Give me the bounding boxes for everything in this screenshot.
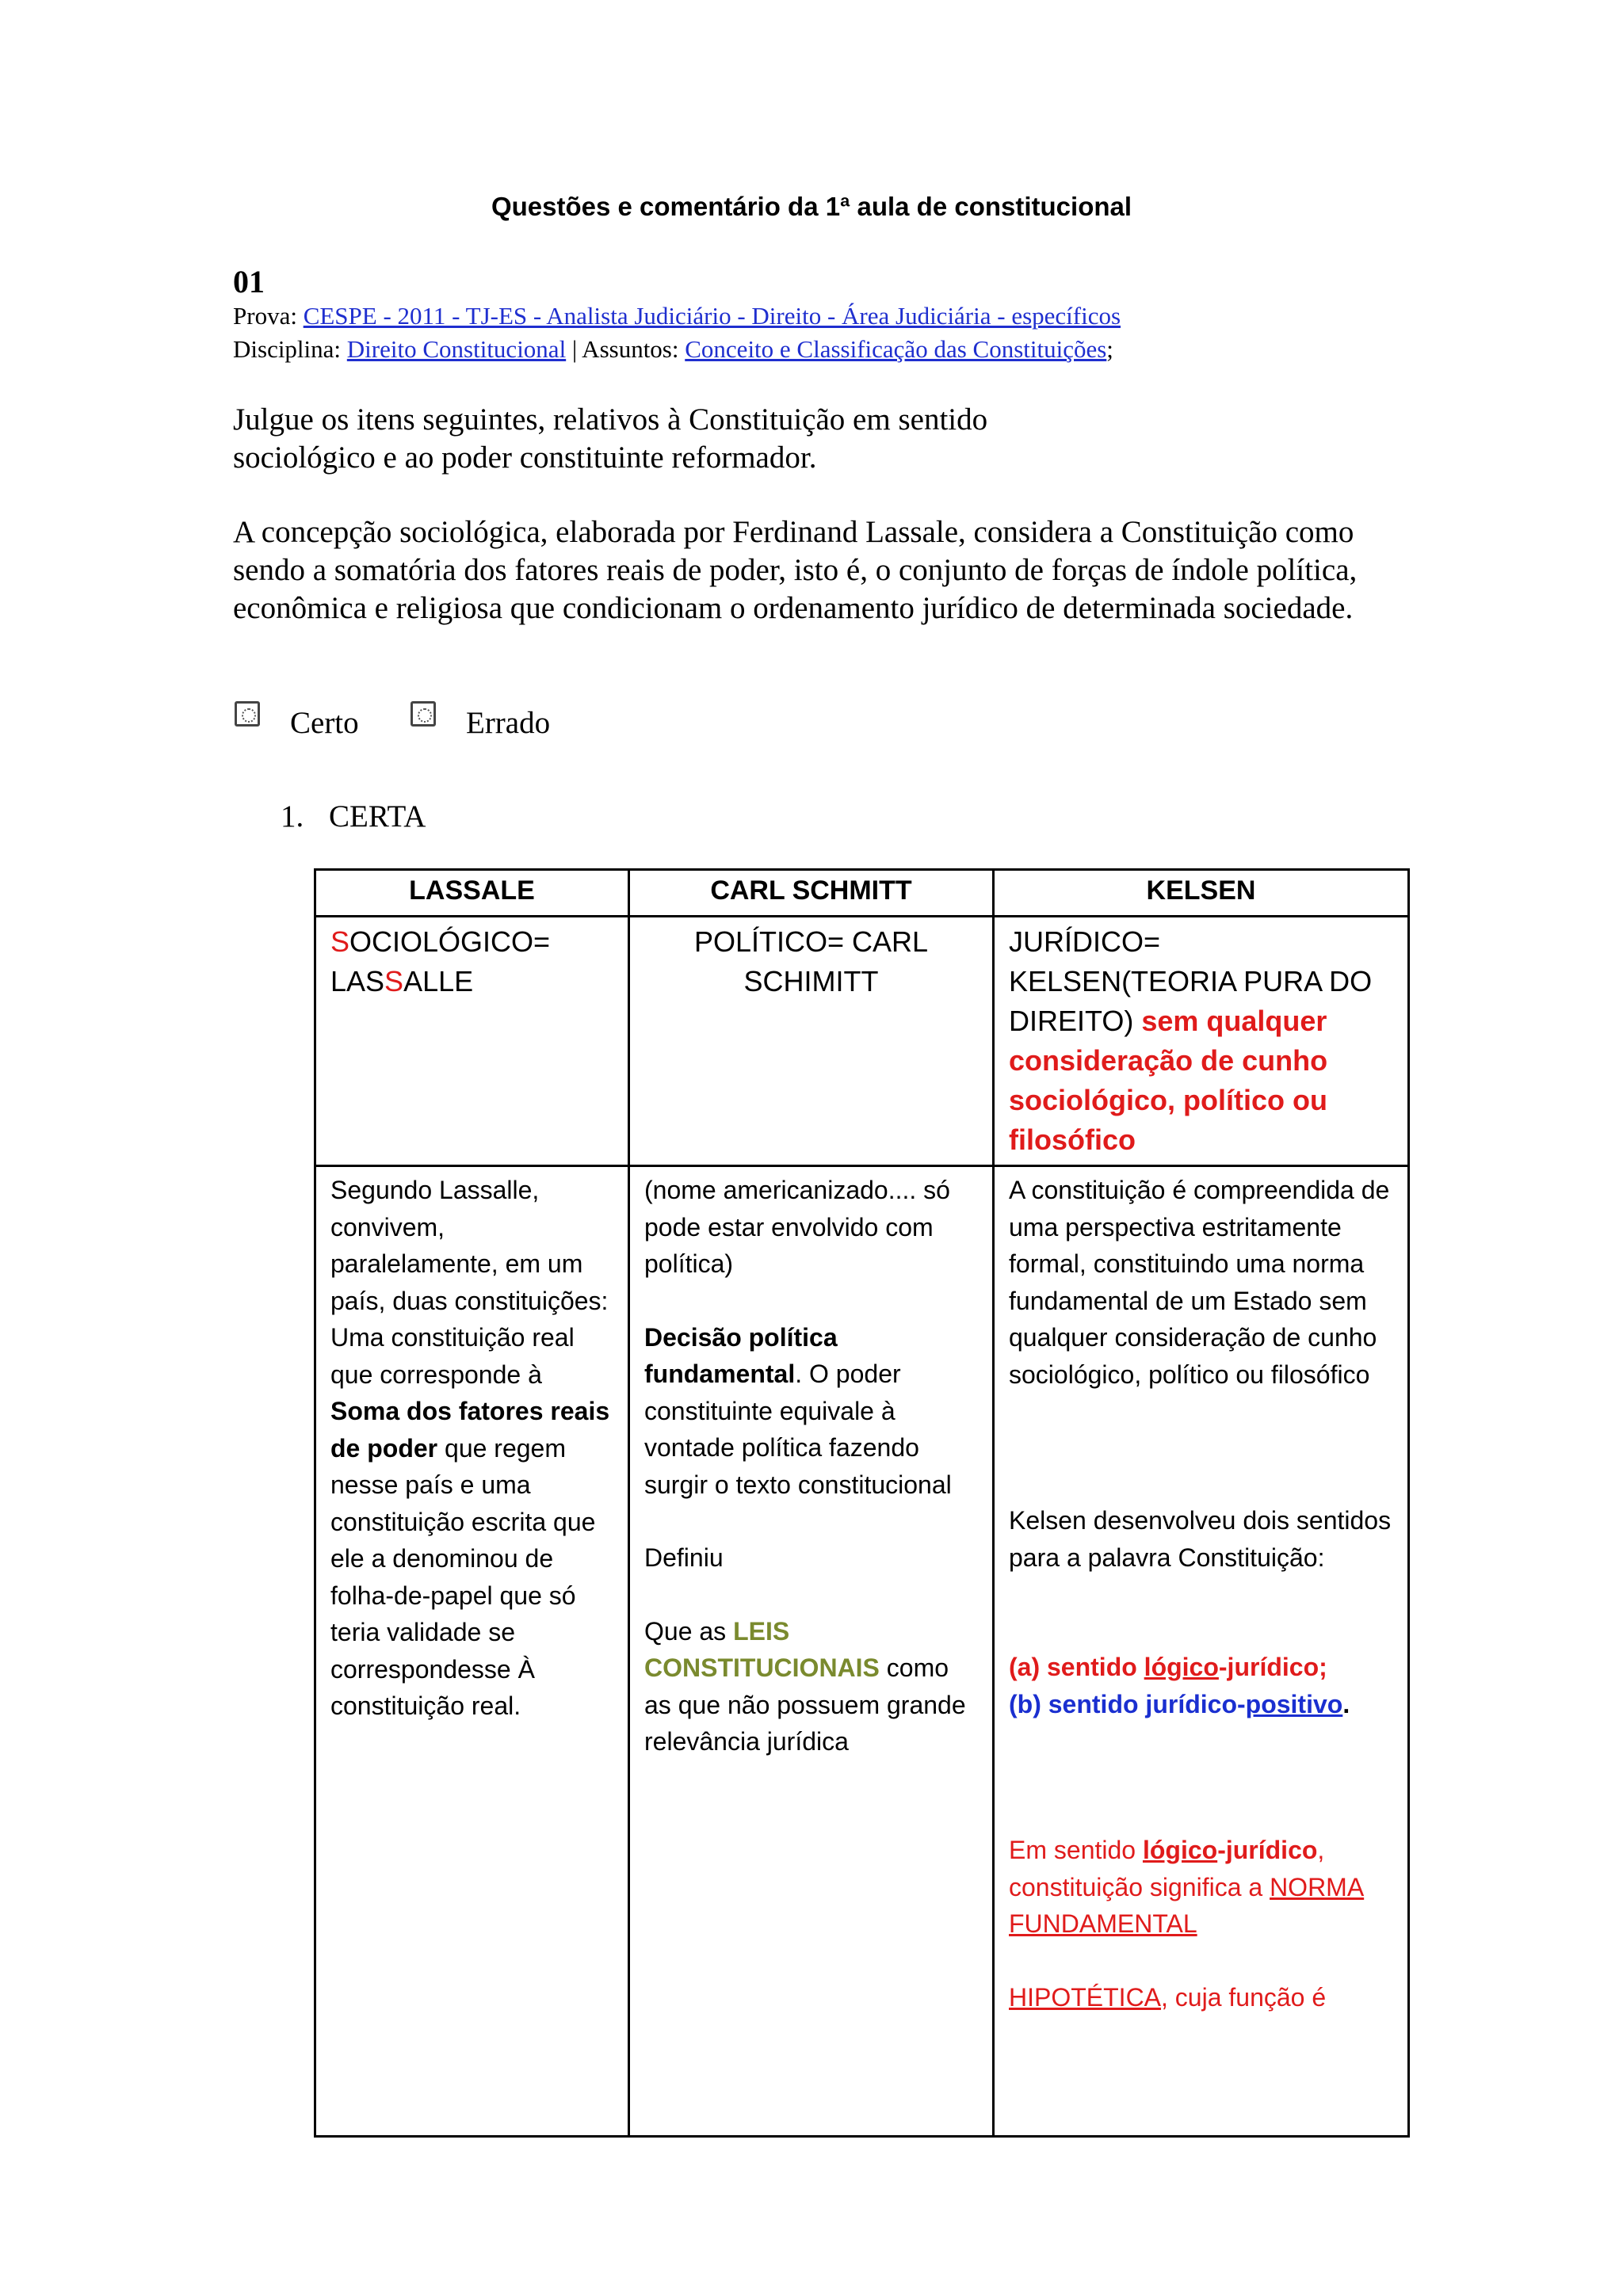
question-intro (233, 401, 1422, 477)
sociologico-mid: OCIOLÓGICO= LAS (330, 925, 551, 997)
cell-lassale-details (315, 1166, 629, 2137)
prova-label: Prova: (233, 302, 297, 330)
lassalle-highlight: S (384, 965, 404, 997)
disciplina-line (233, 333, 1113, 366)
kelsen-item-b-3: . (1342, 1689, 1350, 1718)
assuntos-label: | Assuntos: (566, 335, 685, 363)
radio-certo-icon[interactable] (235, 701, 260, 727)
sociologico-initial: S (330, 925, 350, 958)
intro-line-1: Julgue os itens seguintes, relativos à Constituição em sentido (233, 402, 988, 437)
assuntos-end: ; (1106, 335, 1113, 363)
kelsen-f-hipotetica: HIPOTÉTICA (1009, 1982, 1162, 2012)
sociologico-end: ALLE (403, 965, 474, 997)
schmitt-leis: LEIS CONSTITUCIONAIS (644, 1616, 880, 1682)
option-errado-label: Errado (466, 706, 551, 740)
comparison-table (314, 868, 1410, 2138)
schmitt-text-a: (nome americanizado.... só pode estar envolvido com política) (644, 1176, 950, 1278)
kelsen-text-a: A constituição é compreendida de uma perspectiva estritamente formal, constituindo uma norma fundamental de um Estado sem qualquer consideração de cunho sociológico, político ou filosófico (1009, 1176, 1390, 1389)
disciplina-link[interactable]: Direito Constitucional (346, 335, 567, 363)
schmitt-bold: Decisão política fundamental (644, 1322, 838, 1388)
juridico-text: JURÍDICO= KELSEN(TEORIA PURA DO DIREITO) (1009, 925, 1373, 1037)
page-title: Questões e comentário da 1ª aula de constitucional (491, 192, 1132, 221)
schmitt-text-g: como as que não possuem grande relevância jurídica (644, 1653, 966, 1756)
kelsen-e-1: Em sentido (1009, 1836, 1143, 1864)
schmitt-paragraph-b (644, 1319, 978, 1504)
schmitt-paragraph-e (644, 1613, 978, 1760)
kelsen-e-norma: NORMA FUNDAMENTAL (1009, 1872, 1365, 1938)
kelsen-e-logico: lógico (1142, 1836, 1218, 1864)
header-lassale: LASSALE (315, 870, 629, 917)
disciplina-label: Disciplina: (233, 335, 342, 363)
question-statement: A concepção sociológica, elaborada por Ferdinand Lassale, considera a Constituição como sendo a somatória dos fatores reais de poder, isto é, o conjunto de forças de índole política, econômica e religiosa que condicionam o ordenamento jurídico de determinada sociedade. (233, 515, 1358, 625)
lassale-bold: Soma dos fatores reais de poder (330, 1397, 610, 1463)
juridico-note: sem qualquer consideração de cunho sociológico, político ou filosófico (1009, 1005, 1328, 1156)
table-row-concepts (315, 917, 1409, 1166)
header-carl-schmitt: CARL SCHMITT (629, 870, 994, 917)
kelsen-f-2: , cuja função é (1161, 1982, 1327, 2012)
option-errado[interactable] (411, 705, 550, 741)
kelsen-item-b-positivo: positivo (1245, 1689, 1343, 1718)
question-number: 01 (233, 264, 265, 299)
schmitt-definiu: Definiu (644, 1543, 724, 1572)
cell-politico: POLÍTICO= CARL SCHIMITT (629, 917, 994, 1166)
cell-schmitt-details (629, 1166, 994, 2137)
answer-line (281, 799, 426, 834)
option-certo-label: Certo (290, 706, 359, 740)
lassale-text-c: que regem nesse país e uma constituição escrita que ele a denominou de folha-de-papel que só teria validade se correspondesse À constituição real. (330, 1433, 596, 1720)
answer-text: CERTA (329, 799, 426, 833)
kelsen-text-b: Kelsen desenvolveu dois sentidos para a palavra Constituição: (1009, 1506, 1392, 1572)
lassale-text-a: Segundo Lassalle, convivem, paralelamente, em um país, duas constituições: Uma constituição real que corresponde à (330, 1176, 609, 1389)
header-kelsen: KELSEN (994, 870, 1409, 917)
schmitt-text-c: . O poder constituinte equivale à vontade política fazendo surgir o texto constitucional (644, 1360, 952, 1499)
intro-line-2: sociológico e ao poder constituinte reformador. (233, 441, 817, 475)
table-row-details (315, 1166, 1409, 2137)
kelsen-item-a-logico: lógico (1144, 1653, 1219, 1681)
schmitt-text-e: Que as (644, 1616, 734, 1646)
kelsen-text-e (1009, 1832, 1393, 1943)
kelsen-item-b (1009, 1686, 1393, 1723)
answer-number: 1. (281, 799, 304, 833)
kelsen-item-a-3: -jurídico; (1218, 1653, 1327, 1681)
prova-line (233, 299, 1121, 333)
kelsen-e-juridico: -jurídico (1217, 1836, 1318, 1864)
option-certo[interactable] (235, 705, 359, 741)
kelsen-e-4: , constituição significa a (1009, 1836, 1325, 1901)
kelsen-text-f (1009, 1979, 1393, 2016)
cell-juridico (994, 917, 1409, 1166)
kelsen-item-b-1: (b) sentido jurídico- (1009, 1689, 1246, 1718)
kelsen-item-a-1: (a) sentido (1009, 1653, 1144, 1681)
prova-link[interactable]: CESPE - 2011 - TJ-ES - Analista Judiciário - Direito - Área Judiciária - específicos (303, 302, 1121, 330)
radio-errado-icon[interactable] (411, 701, 436, 727)
assuntos-link[interactable]: Conceito e Classificação das Constituições (685, 335, 1107, 363)
cell-kelsen-details (994, 1166, 1409, 2137)
table-header-row (315, 870, 1409, 917)
kelsen-item-a (1009, 1649, 1393, 1686)
cell-sociologico (315, 917, 629, 1166)
